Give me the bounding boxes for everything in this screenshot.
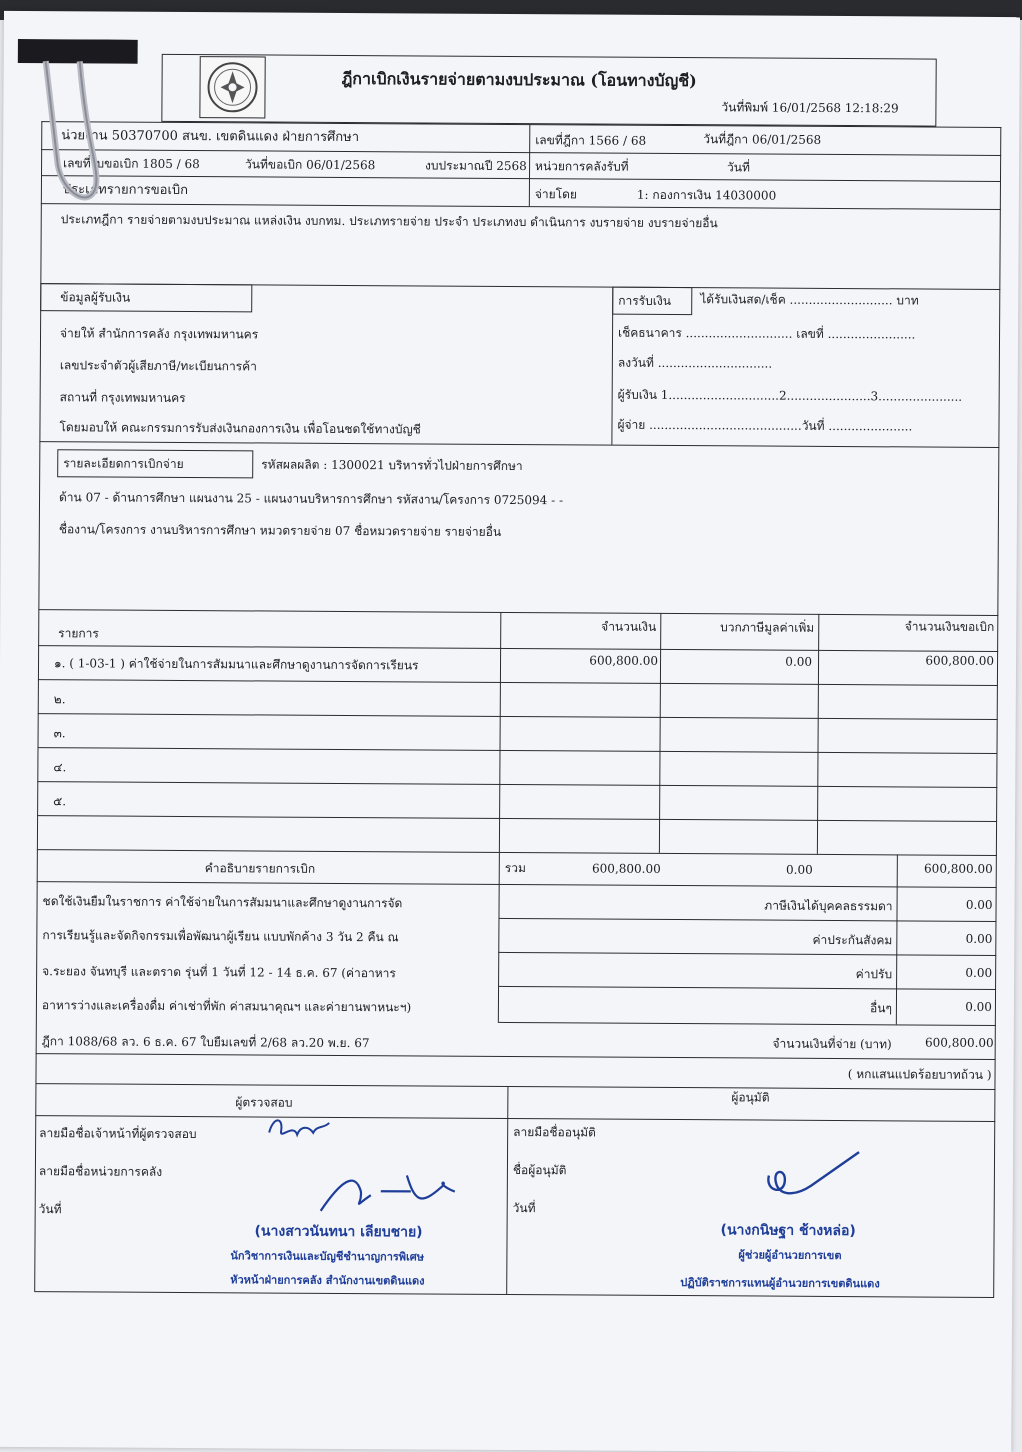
treasury-unit-label: หน่วยการคลังรับที่ <box>535 159 629 174</box>
deduction-fine-label: ค่าปรับ <box>855 967 893 982</box>
payee-location: สถานที่ กรุงเทพมหานคร <box>59 390 186 406</box>
table-row-5-label: ๕. <box>53 794 67 809</box>
total-vat: 0.00 <box>786 862 813 877</box>
total-label: รวม <box>504 860 526 876</box>
deduction-income-tax-value: 0.00 <box>965 897 993 912</box>
receipt-receiver: ผู้รับเงิน 1.............................2......................3...................... <box>617 387 963 404</box>
bma-seal-logo <box>199 56 265 118</box>
approver-header: ผู้อนุมัติ <box>731 1090 770 1105</box>
description-line-4: อาหารว่างและเครื่องดื่ม ค่าเช่าที่พัก ค่าสมนาคุณฯ และค่ายานพาหนะฯ) <box>41 998 412 1015</box>
deduction-social-security-value: 0.00 <box>965 931 993 946</box>
request-type: ประเภทรายการขอเบิก <box>62 182 189 199</box>
details-line-1: ด้าน 07 - ด้านการศึกษา แผนงาน 25 - แผนงานบริหารการศึกษา รหัสงาน/โครงการ 0725094 - - <box>58 490 564 508</box>
details-line-2: ชื่องาน/โครงการ งานบริหารการศึกษา หมวดรายจ่าย 07 ชื่อหมวดรายจ่าย รายจ่ายอื่น <box>58 522 502 539</box>
payee-pay-to: จ่ายให้ สำนักการคลัง กรุงเทพมหานคร <box>59 326 259 342</box>
form-title: ฎีกาเบิกเงินรายจ่ายตามงบประมาณ (โอนทางบัญชี) <box>341 68 697 91</box>
table-row-1-amount: 600,800.00 <box>589 653 659 668</box>
total-amount: 600,800.00 <box>592 861 661 876</box>
deduction-fine-value: 0.00 <box>965 965 993 980</box>
deduction-other-label: อื่นๆ <box>870 1001 892 1016</box>
checker-officer-label: ลายมือชื่อเจ้าหน้าที่ผู้ตรวจสอบ <box>39 1126 197 1142</box>
treasury-date-label: วันที่ <box>727 160 750 175</box>
approver-sign-label: ลายมือชื่ออนุมัติ <box>513 1125 596 1140</box>
receipt-date: ลงวันที่ .............................. <box>617 355 773 371</box>
description-line-5: ฎีกา 1088/68 ลว. 6 ธ.ค. 67 ใบยืมเลขที่ 2/68 ลว.20 พ.ย. 67 <box>41 1034 370 1051</box>
receipt-payer: ผู้จ่าย ........................................วันที่ ...................... <box>617 417 913 434</box>
voucher-type-line: ประเภทฎีกา รายจ่ายตามงบประมาณ แหล่งเงิน งบกทม. ประเภทรายจ่าย ประจำ ประเภทงบ ดำเนินการ งบรายจ่าย งบรายจ่ายอื่น <box>60 212 718 231</box>
stamp-left-title-1: นักวิชาการเงินและบัญชีชำนาญการพิเศษ <box>230 1249 425 1264</box>
payee-section-label: ข้อมูลผู้รับเงิน <box>60 290 131 305</box>
description-line-1: ชดใช้เงินยืมในราชการ ค่าใช้จ่ายในการสัมมนาและศึกษาดูงานการจัด <box>42 894 403 911</box>
deduction-other-value: 0.00 <box>965 999 992 1014</box>
checker-treasury-label: ลายมือชื่อหน่วยการคลัง <box>38 1164 163 1179</box>
table-header-item: รายการ <box>58 626 99 641</box>
details-product-code: รหัสผลผลิต : 1300021 บริหารทั่วไปฝ่ายการศึกษา <box>261 457 523 474</box>
payee-tax-id: เลขประจำตัวผู้เสียภาษี/ทะเบียนการค้า <box>59 358 257 374</box>
description-line-2: การเรียนรู้และจัดกิจกรรมเพื่อพัฒนาผู้เรียน แบบพักค้าง 3 วัน 2 คืน ณ <box>42 928 399 945</box>
table-row-4-label: ๔. <box>53 760 67 775</box>
receipt-label: การรับเงิน <box>618 293 671 308</box>
deduction-social-security-label: ค่าประกันสังคม <box>812 932 893 948</box>
voucher-form <box>34 53 1002 1299</box>
table-row-2-label: ๒. <box>53 692 66 707</box>
deduction-income-tax-label: ภาษีเงินได้บุคคลธรรมดา <box>764 898 893 914</box>
header-box <box>161 54 936 127</box>
stamp-left-title-2: หัวหน้าฝ่ายการคลัง สำนักงานเขตดินแดง <box>230 1273 425 1288</box>
payee-delegate: โดยมอบให้ คณะกรรมการรับส่งเงินกองการเงิน เพื่อโอนชดใช้ทางบัญชี <box>59 420 421 437</box>
paid-by-label: จ่ายโดย <box>534 187 578 202</box>
agency-code: น่วยงาน 50370700 สนข. เขตดินแดง ฝ่ายการศึกษา <box>61 128 360 146</box>
stamp-right-title-2: ปฏิบัติราชการแทนผู้อำนวยการเขตดินแดง <box>680 1276 880 1291</box>
description-line-3: จ.ระยอง จันทบุรี และตราด รุ่นที่ 1 วันที่ 12 - 14 ธ.ค. 67 (ค่าอาหาร <box>42 964 396 981</box>
voucher-number: เลขที่ฎีกา 1566 / 68 <box>535 133 647 148</box>
checker-header: ผู้ตรวจสอบ <box>235 1095 293 1110</box>
document-page <box>0 11 1020 1452</box>
table-header-amount: จำนวนเงิน <box>601 619 657 634</box>
receipt-cheque: เช็คธนาคาร ............................ เลขที่ ....................... <box>618 325 916 342</box>
description-header: คำอธิบายรายการเบิก <box>204 861 316 876</box>
stamp-right-name: (นางกนิษฐา ช้างหล่อ) <box>720 1222 856 1240</box>
approver-signature <box>755 1146 865 1217</box>
request-date: วันที่ขอเบิก 06/01/2568 <box>245 157 376 173</box>
net-payment-label: จำนวนเงินที่จ่าย (บาท) <box>772 1036 892 1052</box>
amount-in-words: ( หกแสนแปดร้อยบาทถ้วน ) <box>847 1067 992 1082</box>
total-withdraw: 600,800.00 <box>924 861 993 876</box>
budget-year: งบประมาณปี 2568 <box>425 158 527 174</box>
approver-name-label: ชื่อผู้อนุมัติ <box>512 1163 567 1178</box>
stamp-right-title-1: ผู้ช่วยผู้อำนวยการเขต <box>738 1248 842 1263</box>
table-row-3-label: ๓. <box>53 726 66 741</box>
treasury-signature <box>311 1161 461 1222</box>
details-label: รายละเอียดการเบิกจ่าย <box>63 456 184 472</box>
table-row-1-withdraw: 600,800.00 <box>925 653 995 668</box>
checker-date-label: วันที่ <box>38 1202 62 1217</box>
table-row-1-label: ๑. ( 1-03-1 ) ค่าใช้จ่ายในการสัมมนาและศึกษาดูงานการจัดการเรียนร <box>53 656 419 673</box>
table-header-withdraw: จำนวนเงินขอเบิก <box>904 619 995 634</box>
approver-date-label: วันที่ <box>512 1201 536 1216</box>
net-payment-value: 600,800.00 <box>924 1035 994 1050</box>
receipt-cash: ได้รับเงินสด/เช็ค ........................... บาท <box>700 292 919 308</box>
request-number: เลขที่ใบขอเบิก 1805 / 68 <box>63 156 200 172</box>
paid-by-value: 1: กองการเงิน 14030000 <box>636 187 777 203</box>
print-date: วันที่พิมพ์ 16/01/2568 12:18:29 <box>721 100 899 116</box>
voucher-date: วันที่ฎีกา 06/01/2568 <box>703 132 822 147</box>
table-header-vat: บวกภาษีมูลค่าเพิ่ม <box>720 620 815 635</box>
stamp-left-name: (นางสาวนันทนา เลียบชาย) <box>254 1223 423 1241</box>
table-row-1-vat: 0.00 <box>785 654 813 669</box>
